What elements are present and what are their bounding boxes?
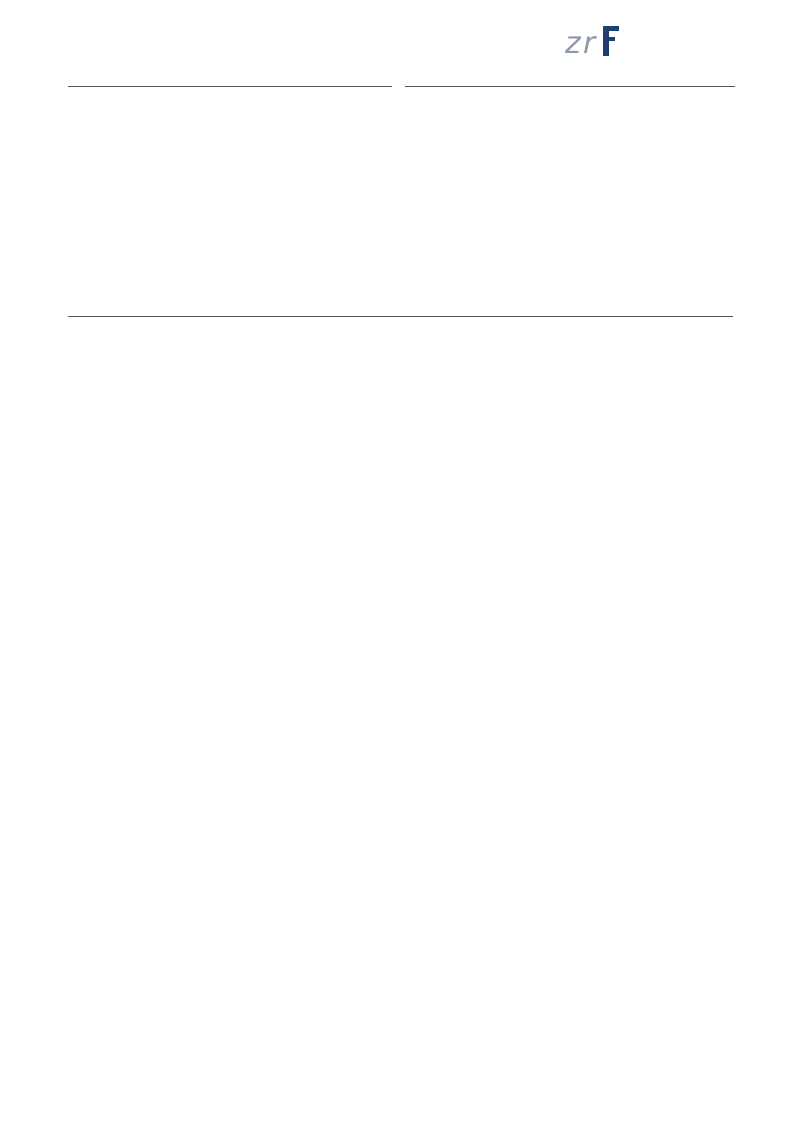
figure-7-top-rule bbox=[68, 86, 392, 87]
chart-smelter-tc bbox=[405, 95, 735, 315]
company-logo-icon bbox=[563, 20, 623, 60]
figure-8-top-rule bbox=[405, 86, 735, 87]
chart-refined-copper-yoy bbox=[68, 95, 393, 315]
figures-bottom-rule bbox=[68, 316, 733, 317]
svg-text:r: r bbox=[583, 26, 596, 60]
svg-text:z: z bbox=[565, 26, 581, 60]
